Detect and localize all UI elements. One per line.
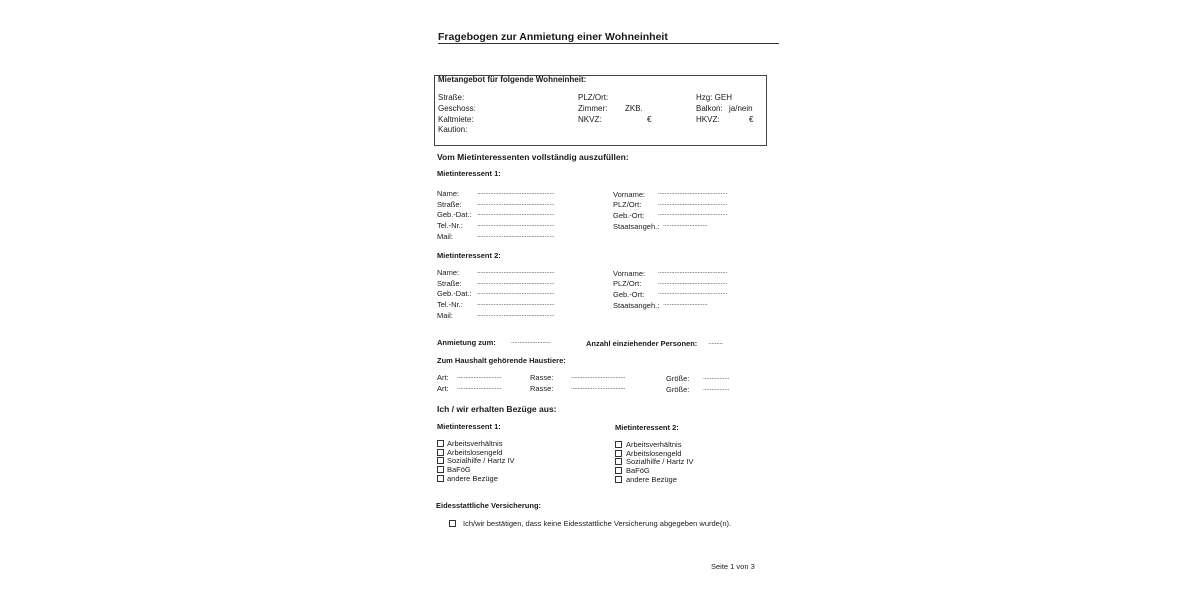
pet2-rasse-field[interactable]: ................................. [571,384,626,391]
a1-tel-label: Tel.-Nr.: [437,221,463,230]
a1-vorname-label: Vorname: [613,190,646,199]
applicant2-heading: Mietinteressent 2: [437,251,501,260]
a2-gebdat-label: Geb.-Dat.: [437,289,472,298]
a2-staatsangeh-field[interactable]: ........................... [663,300,708,307]
pet1-rasse-field[interactable]: ................................. [571,373,626,380]
offer-plz-label: PLZ/Ort: [578,93,609,102]
pet1-groesse-label: Größe: [666,374,690,383]
a2-plz-field[interactable]: .......................................... [658,279,728,286]
offer-balkon-label: Balkon: [696,104,723,113]
a1-plz-label: PLZ/Ort: [613,200,642,209]
offer-kaution-label: Kaution: [438,125,468,134]
oath-heading: Eidesstattliche Versicherung: [436,501,542,510]
a1-staatsangeh-label: Staatsangeh.: [613,222,660,231]
inc2-label-bafoeg: BaFöG [626,466,650,475]
offer-kaltmiete-label: Kaltmiete: [438,115,474,124]
a2-name-label: Name: [437,268,460,277]
inc1-checkbox-andere[interactable] [437,475,444,482]
pet2-groesse-label: Größe: [666,385,690,394]
a2-strasse-field[interactable]: ............................................... [477,279,555,286]
offer-hzg-label: Hzg: GEH [696,93,733,102]
a1-tel-field[interactable]: ............................................... [477,221,555,228]
inc1-checkbox-sozial[interactable] [437,457,444,464]
income-col1-heading: Mietinteressent 1: [437,422,501,431]
offer-nkvz-euro: € [647,115,652,124]
a1-gebort-label: Geb.-Ort: [613,211,645,220]
offer-heading: Mietangebot für folgende Wohneinheit: [438,75,587,84]
inc2-checkbox-sozial[interactable] [615,458,622,465]
offer-zimmer-label: Zimmer: [578,104,608,113]
offer-balkon-value: ja/nein [729,104,753,113]
inc2-checkbox-alg[interactable] [615,450,622,457]
a2-gebort-field[interactable]: .......................................... [658,289,728,296]
a2-vorname-field[interactable]: .......................................... [658,268,728,275]
a2-name-field[interactable]: ............................................... [477,268,555,275]
pet2-art-label: Art: [437,384,449,393]
inc2-label-alg: Arbeitslosengeld [626,449,682,458]
inc2-label-sozial: Sozialhilfe / Hartz IV [626,457,694,466]
a2-mail-field[interactable]: ............................................... [477,311,555,318]
inc1-checkbox-arbeit[interactable] [437,440,444,447]
offer-strasse-label: Straße: [438,93,465,102]
a1-mail-field[interactable]: ............................................... [477,232,555,239]
pet1-art-field[interactable]: ........................... [457,373,502,380]
anzahl-field[interactable]: ......... [708,339,723,346]
page-number: Seite 1 von 3 [711,562,755,571]
a2-gebdat-field[interactable]: ............................................... [477,289,555,296]
inc2-checkbox-andere[interactable] [615,476,622,483]
inc1-label-andere: andere Bezüge [447,474,498,483]
inc1-checkbox-bafoeg[interactable] [437,466,444,473]
pet1-art-label: Art: [437,373,449,382]
a1-name-label: Name: [437,189,460,198]
offer-geschoss-label: Geschoss: [438,104,476,113]
a1-gebdat-field[interactable]: ............................................... [477,210,555,217]
offer-hkvz-euro: € [749,115,754,124]
applicant1-heading: Mietinteressent 1: [437,169,501,178]
pet1-rasse-label: Rasse: [530,373,554,382]
a1-name-field[interactable]: ............................................... [477,189,555,196]
title-underline [438,43,779,44]
a1-gebort-field[interactable]: .......................................... [658,210,728,217]
offer-hkvz-label: HKVZ: [696,115,720,124]
anzahl-label: Anzahl einziehender Personen: [586,339,698,348]
a2-gebort-label: Geb.-Ort: [613,290,645,299]
offer-zkb-label: ZKB. [625,104,643,113]
a2-tel-field[interactable]: ............................................... [477,300,555,307]
a2-strasse-label: Straße: [437,279,462,288]
pet1-groesse-field[interactable]: ................ [703,374,730,381]
section-complete-heading: Vom Mietinteressenten vollständig auszufüllen: [437,152,629,162]
inc1-label-sozial: Sozialhilfe / Hartz IV [447,456,515,465]
a2-tel-label: Tel.-Nr.: [437,300,463,309]
a2-staatsangeh-label: Staatsangeh.: [613,301,660,310]
pet2-groesse-field[interactable]: ................ [703,385,730,392]
a1-staatsangeh-field[interactable]: ........................... [663,221,708,228]
oath-text: Ich/wir bestätigen, dass keine Eidesstattliche Versicherung abgegeben wurde(n). [463,519,732,528]
a1-plz-field[interactable]: .......................................... [658,200,728,207]
inc1-checkbox-alg[interactable] [437,449,444,456]
inc2-label-arbeit: Arbeitsverhältnis [626,440,682,449]
a1-strasse-label: Straße: [437,200,462,209]
inc2-label-andere: andere Bezüge [626,475,677,484]
a1-mail-label: Mail: [437,232,453,241]
a1-vorname-field[interactable]: .......................................... [658,189,728,196]
inc2-checkbox-arbeit[interactable] [615,441,622,448]
anmietung-field[interactable]: ........................ [511,338,551,345]
income-heading: Ich / wir erhalten Bezüge aus: [437,404,557,414]
offer-nkvz-label: NKVZ: [578,115,602,124]
inc1-label-bafoeg: BaFöG [447,465,471,474]
a2-mail-label: Mail: [437,311,453,320]
a2-vorname-label: Vorname: [613,269,646,278]
anmietung-label: Anmietung zum: [437,338,496,347]
inc2-checkbox-bafoeg[interactable] [615,467,622,474]
a1-strasse-field[interactable]: ............................................... [477,200,555,207]
inc1-label-alg: Arbeitslosengeld [447,448,503,457]
income-col2-heading: Mietinteressent 2: [615,423,679,432]
pets-heading: Zum Haushalt gehörende Haustiere: [437,356,566,365]
pet2-rasse-label: Rasse: [530,384,554,393]
oath-checkbox[interactable] [449,520,456,527]
inc1-label-arbeit: Arbeitsverhältnis [447,439,503,448]
a2-plz-label: PLZ/Ort: [613,279,642,288]
a1-gebdat-label: Geb.-Dat.: [437,210,472,219]
pet2-art-field[interactable]: ........................... [457,384,502,391]
page-title: Fragebogen zur Anmietung einer Wohneinheit [438,31,668,43]
